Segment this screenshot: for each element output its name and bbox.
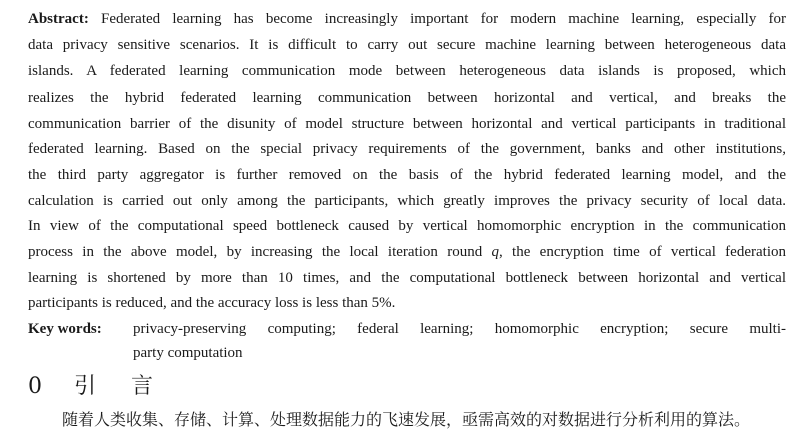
abstract-line-4: realizes the hybrid federated learning communication between horizontal and vertical, and breaks the — [28, 90, 786, 106]
abstract-line-8: calculation is carried out only among the participants, which greatly improves the privacy security of local data. — [28, 193, 786, 209]
variable-q: q — [491, 244, 499, 260]
abstract-line-3: islands. A federated learning communication mode between heterogeneous data islands is proposed, which — [28, 63, 786, 79]
keywords-line-2: party computation — [133, 345, 243, 361]
keywords-row — [28, 320, 786, 338]
abstract-line-11: learning is shortened by more than 10 times, and the computational bottleneck between horizontal and vertical — [28, 270, 786, 286]
abstract-line-5: communication barrier of the disunity of model structure between horizontal and vertical participants in traditional — [28, 116, 786, 132]
abstract-line-6: federated learning. Based on the special privacy requirements of the government, banks and other institutions, — [28, 141, 786, 157]
abstract-line-9: In view of the computational speed bottleneck caused by vertical homomorphic encryption in the communication — [28, 218, 786, 234]
abstract-line-2: data privacy sensitive scenarios. It is difficult to carry out secure machine learning between heterogeneous data — [28, 37, 786, 53]
section-number: 0 — [28, 374, 56, 399]
section-heading — [28, 374, 167, 400]
abstract-line-10: process in the above model, by increasing the local iteration round q, the encryption time of vertical federation — [28, 244, 786, 260]
keywords-label: Key words: — [28, 321, 102, 337]
section-title: 引 言 — [74, 374, 167, 399]
abstract-label: Abstract: — [28, 11, 89, 27]
abstract-line-12: participants is reduced, and the accuracy loss is less than 5%. — [28, 295, 396, 311]
abstract-line-1: Abstract: Federated learning has become increasingly important for modern machine learning, especially for — [28, 11, 787, 27]
keywords-line-1: privacy-preserving computing; federal learning; homomorphic encryption; secure multi- — [133, 321, 786, 337]
body-paragraph-cn: 随着人类收集、存储、计算、处理数据能力的飞速发展，亟需高效的对数据进行分析利用的算法。 — [62, 410, 751, 429]
abstract-line-7: the third party aggregator is further removed on the basis of the hybrid federated learning model, and the — [28, 167, 786, 183]
